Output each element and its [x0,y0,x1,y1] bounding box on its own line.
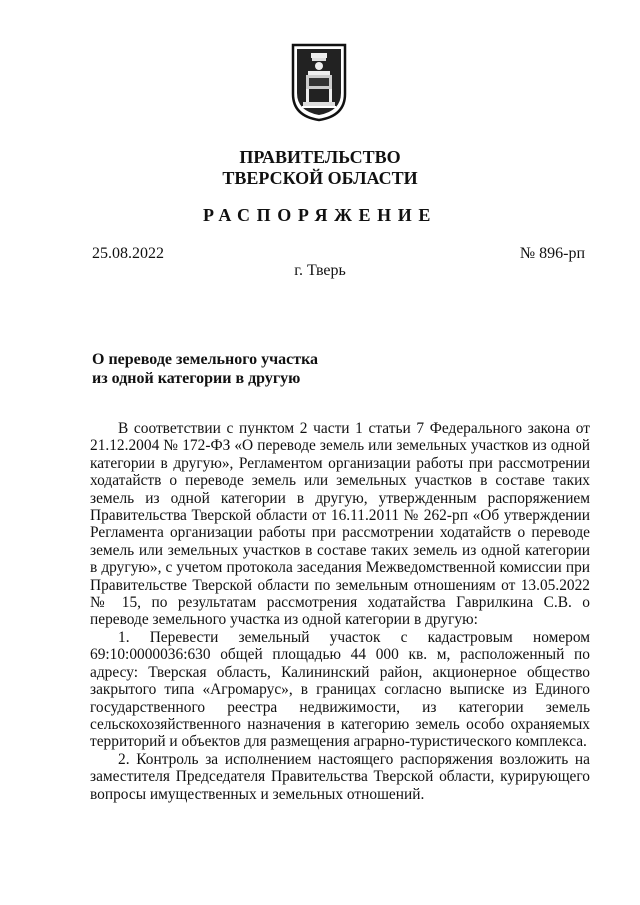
subject-line2: из одной категории в другую [92,370,301,387]
document-date: 25.08.2022 [92,245,164,262]
order-item-2: 2. Контроль за исполнением настоящего распоряжения возложить на заместителя Председателя Правительства Тверской области, курирующего вопросы имущественных и земельных отношений. [90,750,590,803]
order-item-1: 1. Перевести земельный участок с кадастровым номером 69:10:0000036:630 общей площадью 44 000 кв. м, расположенный по адресу: Тверская область, Калининский район, акционерное общество закрытого типа «Агромарус», в границах согласно выписке из Единого государственного реестра недвижимости, из категории земель сельскохозяйственного назначения в категорию земель особо охраняемых территорий и объектов для размещения аграрно-туристического комплекса. [90,628,590,751]
subject-line1: О переводе земельного участка [92,351,319,368]
org-name-line2: ТВЕРСКОЙ ОБЛАСТИ [222,168,418,188]
tver-coat-of-arms-icon [290,42,348,122]
issuing-authority [0,147,640,189]
org-name-line1: ПРАВИТЕЛЬСТВО [239,147,401,167]
document-number: № 896-рп [519,245,585,262]
document-type: РАСПОРЯЖЕНИЕ [203,205,437,225]
document-body [90,420,590,803]
document-subject [92,350,318,388]
intro-paragraph: В соответствии с пунктом 2 части 1 статьи 7 Федерального закона от 21.12.2004 № 172-ФЗ «О переводе земель или земельных участков из одной категории в другую», Регламентом организации работы при рассмотрении ходатайств о переводе земель или земельных участков в составе таких земель из одной категории в другую, утвержденным распоряжением Правительства Тверской области от 16.11.2011 № 262-рп «Об утверждении Регламента организации работы при рассмотрении ходатайств о переводе земель или земельных участков в составе таких земель из одной категории в другую», с учетом протокола заседания Межведомственной комиссии при Правительстве Тверской области по земельным отношениям от 13.05.2022 № 15, по результатам рассмотрения ходатайства Гаврилкина С.В. о переводе земельного участка из одной категории в другую: [90,420,590,629]
document-city: г. Тверь [294,262,346,279]
